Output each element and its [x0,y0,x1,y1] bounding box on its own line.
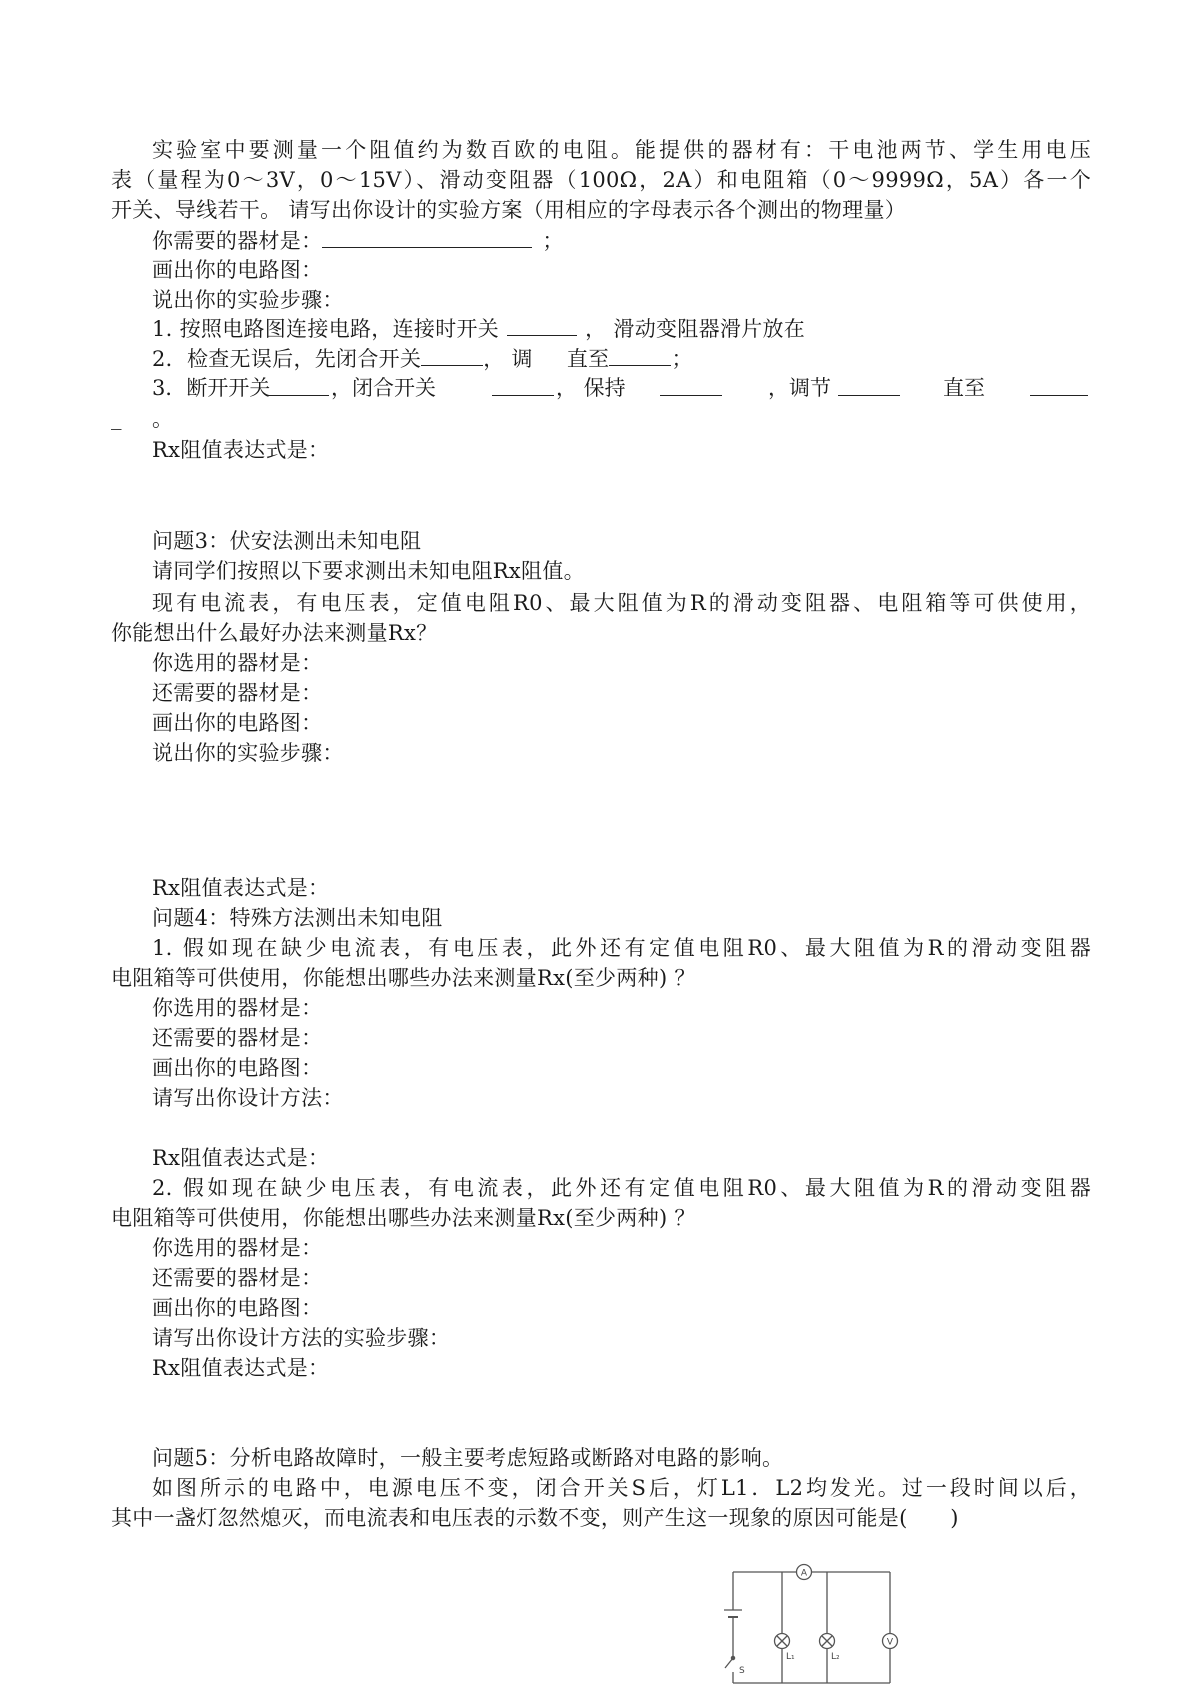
q4-b-steps-label: 请写出你设计方法的实验步骤： [152,1326,451,1350]
switch-label: S [739,1666,745,1676]
p1-step-3-text-a: 3．断开开关 [152,376,271,400]
ammeter-label: A [800,1568,808,1579]
q3-line-1: 请同学们按照以下要求测出未知电阻Rx阻值。 [152,559,585,583]
p1-line-3: 开关、导线若干。 请写出你设计的实验方案（用相应的字母表示各个测出的物理量） [111,198,907,222]
p1-step-2-text-b: ， 调 [483,347,533,371]
q3-steps-label: 说出你的实验步骤： [152,741,344,765]
p1-step-3-blank-1[interactable] [267,373,329,396]
p1-step-3-blank-2[interactable] [492,373,554,396]
q4-a-method-label: 请写出你设计方法： [152,1086,344,1110]
p1-step-1-text-b: ， 滑动变阻器滑片放在 [585,317,806,341]
q4-title: 问题4：特殊方法测出未知电阻 [152,906,443,930]
p1-step-2-text-a: 2．检查无误后，先闭合开关 [152,347,422,371]
q3-draw-label: 画出你的电路图： [152,711,323,735]
voltmeter-label: V [886,1637,894,1648]
p1-step-1 [152,313,805,344]
q4-a-selected-equipment: 你选用的器材是： [152,996,323,1020]
p1-step-1-blank[interactable] [507,313,577,336]
p1-step-1-text-a: 1. 按照电路图连接电路，连接时开关 [152,317,500,341]
q4-b-draw-label: 画出你的电路图： [152,1296,323,1320]
p1-step-3-text-e: 直至 [943,376,985,400]
p1-steps-label: 说出你的实验步骤： [152,288,344,312]
q4-b-selected-equipment: 你选用的器材是： [152,1236,323,1260]
p1-step-3-text-g: 。 [152,407,173,431]
q4-b-line-1: 2. 假如现在缺少电压表，有电流表，此外还有定值电阻R0、最大阻值为R的滑动变阻器 [152,1176,1091,1200]
q4-a-line-2: 电阻箱等可供使用，你能想出哪些办法来测量Rx(至少两种) ？ [111,966,696,990]
q4-b-expression-label: Rx阻值表达式是： [152,1356,330,1380]
q4-a-needed-equipment: 还需要的器材是： [152,1026,323,1050]
q4-a-line-1: 1. 假如现在缺少电流表，有电压表，此外还有定值电阻R0、最大阻值为R的滑动变阻器 [152,936,1091,960]
q5-title: 问题5：分析电路故障时，一般主要考虑短路或断路对电路的影响。 [152,1446,784,1470]
p1-step-3-blank-5[interactable] [1030,373,1088,396]
p1-step-2-text-c: 直至 [566,347,610,371]
p1-expression-label: Rx阻值表达式是： [152,438,330,462]
q3-line-2: 现有电流表，有电压表，定值电阻R0、最大阻值为R的滑动变阻器、电阻箱等可供使用， [152,591,1091,615]
q4-b-needed-equipment: 还需要的器材是： [152,1266,323,1290]
p1-step-3-text-c: ， 保持 [556,376,626,400]
q3-selected-equipment: 你选用的器材是： [152,651,323,675]
lamp-l1-label: L₁ [786,1652,795,1662]
p1-equipment-end: ； [542,229,564,253]
lamp-l2-label: L₂ [831,1652,840,1662]
p1-line-2: 表（量程为0～3V，0～15V）、滑动变阻器（100Ω，2A）和电阻箱（0～9999Ω，5A）各一个 [111,168,1091,192]
p1-step-3-blank-4[interactable] [838,373,900,396]
p1-equipment-label: 你需要的器材是： [152,229,323,253]
p1-line-1: 实验室中要测量一个阻值约为数百欧的电阻。能提供的器材有：干电池两节、学生用电压 [152,138,1091,162]
p1-step-2-blank-2[interactable] [609,343,671,366]
q3-title: 问题3：伏安法测出未知电阻 [152,529,422,553]
q4-a-expression-label: Rx阻值表达式是： [152,1146,330,1170]
q3-line-3: 你能想出什么最好办法来测量Rx？ [111,621,438,645]
q3-expression-label: Rx阻值表达式是： [152,876,330,900]
p1-equipment-line [152,225,564,256]
p1-step-3-text-b: ，闭合开关 [331,376,436,400]
q5-line-1: 如图所示的电路中，电源电压不变，闭合开关S后，灯L1．L2均发光。过一段时间以后， [152,1476,1091,1500]
p1-step-3-blank-3[interactable] [660,373,722,396]
q4-b-line-2: 电阻箱等可供使用，你能想出哪些办法来测量Rx(至少两种) ？ [111,1206,696,1230]
p1-step-2 [152,343,693,374]
p1-step-2-text-d: ； [671,347,693,371]
p1-equipment-blank[interactable] [322,225,532,248]
p1-step-3-text-d: ，调节 [768,376,831,400]
p1-step-3-text-f: _ [111,406,122,430]
p1-draw-label: 画出你的电路图： [152,258,323,282]
q3-needed-equipment: 还需要的器材是： [152,681,323,705]
q5-line-2: 其中一盏灯忽然熄灭，而电流表和电压表的示数不变，则产生这一现象的原因可能是( ) [111,1506,959,1530]
q4-a-draw-label: 画出你的电路图： [152,1056,323,1080]
p1-step-2-blank-1[interactable] [421,343,483,366]
circuit-diagram [700,1555,930,1684]
